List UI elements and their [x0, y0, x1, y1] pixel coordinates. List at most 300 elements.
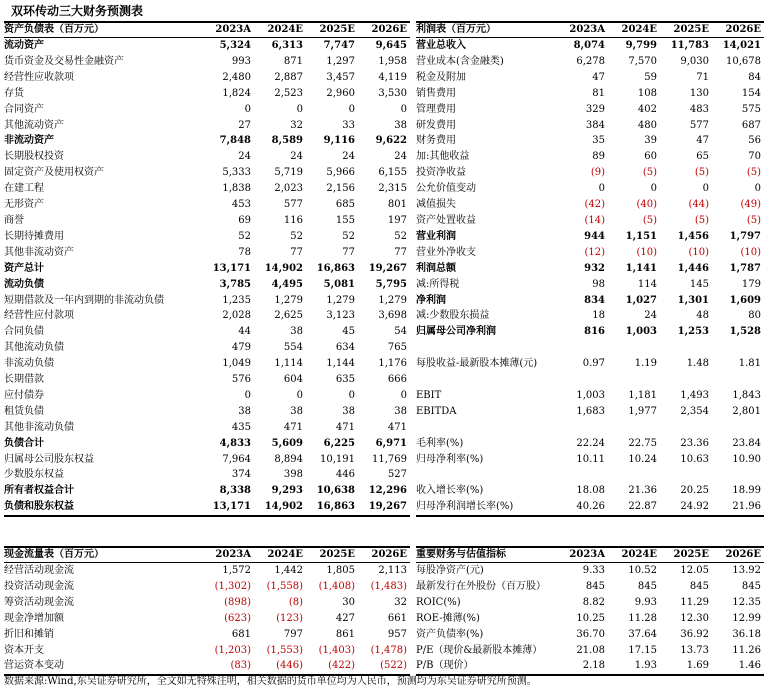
- bs-cell: 2,023: [274, 183, 303, 195]
- is-cell: 480: [637, 119, 657, 131]
- cf-cell: (1,403): [318, 644, 355, 656]
- bs-cell: 10,638: [316, 485, 355, 497]
- bs-cell: 32: [290, 119, 303, 131]
- cf-header-title: 现金流量表（百万元）: [4, 547, 202, 563]
- bs-cell: 3,785: [219, 278, 251, 290]
- bs-row: [4, 102, 410, 118]
- is-row: [416, 324, 764, 340]
- bs-cell: 5,324: [219, 40, 251, 51]
- is-cell: [712, 372, 764, 388]
- cf-row-label: 现金净增加额: [4, 612, 64, 624]
- is-cell: 18.99: [732, 485, 761, 497]
- is-cell: 1,301: [677, 294, 709, 306]
- is-cell: (5): [694, 214, 709, 226]
- bs-cell: 14,902: [254, 499, 306, 516]
- km-cell: 1.69: [660, 658, 712, 675]
- bs-row-label: 固定资产及使用权资产: [4, 167, 104, 179]
- bs-cell: 1,144: [326, 358, 355, 370]
- is-cell: (10): [688, 246, 709, 258]
- bs-row: [4, 277, 410, 293]
- bs-cell: 10,191: [320, 453, 355, 465]
- km-year-header: 2023A: [556, 547, 608, 563]
- km-cell: 845: [741, 580, 761, 592]
- km-cell: 2.18: [556, 658, 608, 675]
- is-cell: [712, 467, 764, 483]
- is-cell: 40.26: [556, 499, 608, 516]
- bs-row: [4, 340, 410, 356]
- bs-cell: 16,863: [306, 499, 358, 516]
- cf-row: [4, 627, 410, 643]
- is-cell: (5): [746, 167, 761, 179]
- is-row: [416, 293, 764, 309]
- bs-cell: 38: [394, 405, 407, 417]
- bs-cell: 3,457: [326, 71, 355, 83]
- is-cell: 179: [741, 278, 761, 290]
- cf-cell: (522): [358, 658, 410, 675]
- cf-cell: 681: [231, 628, 251, 640]
- is-row: [416, 133, 764, 149]
- bs-cell: 471: [283, 421, 303, 433]
- bs-cell: 1,838: [222, 183, 251, 195]
- data-source-footnote: 数据来源:Wind,东吴证券研究所，全文如无特殊注明，相关数据的货币单位均为人民币，预测均为东吴证券研究所预测。: [4, 676, 537, 687]
- cf-row-label: 资本开支: [4, 644, 44, 656]
- is-cell: 108: [637, 87, 657, 99]
- bs-row: [4, 483, 410, 499]
- bs-cell: 1,958: [378, 55, 407, 67]
- cf-cell: 32: [394, 596, 407, 608]
- is-row-label: 营业总收入: [416, 40, 466, 51]
- bs-cell: 77: [290, 246, 303, 258]
- bs-cell: 3,123: [326, 310, 355, 322]
- bs-row-label: 少数股东权益: [4, 469, 64, 481]
- bs-cell: 0: [400, 103, 407, 115]
- is-row-label: 营业成本(含金融类): [416, 55, 504, 67]
- is-cell: 834: [584, 294, 605, 306]
- bs-cell: 1,824: [222, 87, 251, 99]
- is-row: [416, 340, 764, 356]
- bs-cell: 0: [348, 103, 355, 115]
- bs-row: [4, 372, 410, 388]
- bs-cell: 9,645: [375, 40, 407, 51]
- is-cell: 1,446: [677, 262, 709, 274]
- cf-cell: 1,805: [326, 565, 355, 576]
- bs-cell: 5,081: [323, 278, 355, 290]
- is-row-label: 净利润: [416, 294, 446, 306]
- bs-cell: 13,171: [212, 262, 251, 274]
- bs-cell: 52: [342, 230, 355, 242]
- bs-row: [4, 86, 410, 102]
- is-row-label: [416, 372, 556, 388]
- km-header-title: 重要财务与估值指标: [416, 547, 556, 563]
- is-row: [416, 277, 764, 293]
- is-cell: 35: [592, 135, 605, 147]
- bs-cell: 7,964: [222, 453, 251, 465]
- km-cell: 1.93: [608, 658, 660, 675]
- is-cell: 687: [741, 119, 761, 131]
- km-cell: 1.46: [712, 658, 764, 675]
- km-cell: 11.26: [732, 644, 761, 656]
- bs-cell: 0: [244, 103, 251, 115]
- is-cell: (5): [642, 167, 657, 179]
- bs-cell: 2,887: [274, 71, 303, 83]
- is-cell: 24: [644, 310, 657, 322]
- is-row: [416, 102, 764, 118]
- cf-cell: (1,302): [214, 580, 251, 592]
- km-row: [416, 611, 764, 627]
- cf-year-header: 2024E: [254, 547, 306, 563]
- cf-cell: (123): [276, 612, 303, 624]
- is-cell: 10.24: [628, 453, 657, 465]
- bs-cell: 2,028: [222, 310, 251, 322]
- is-row: [416, 149, 764, 165]
- bs-cell: 77: [342, 246, 355, 258]
- bs-cell: 993: [231, 55, 251, 67]
- bs-row-label: 非流动资产: [4, 135, 54, 147]
- km-cell: 36.70: [576, 628, 605, 640]
- cf-cell: 2,113: [378, 565, 407, 576]
- cf-cell: 661: [387, 612, 407, 624]
- bs-cell: 1,279: [378, 294, 407, 306]
- is-cell: 9,799: [625, 40, 657, 51]
- bs-cell: 666: [387, 374, 407, 386]
- is-cell: (40): [636, 199, 657, 211]
- is-year-header: 2023A: [556, 22, 608, 38]
- is-cell: (44): [688, 199, 709, 211]
- is-cell: 11,783: [670, 40, 709, 51]
- cf-cell: 1,442: [274, 565, 303, 576]
- is-cell: 1,797: [729, 230, 761, 242]
- is-cell: 59: [644, 71, 657, 83]
- bs-row-label: 合同负债: [4, 326, 44, 338]
- bs-cell: 0: [296, 389, 303, 401]
- is-row-label: 投资净收益: [416, 167, 466, 179]
- is-row: [416, 229, 764, 245]
- is-cell: 1,003: [625, 326, 657, 338]
- bs-cell: 24: [238, 151, 251, 163]
- bs-cell: 2,960: [326, 87, 355, 99]
- is-cell: [660, 340, 712, 356]
- is-cell: [712, 340, 764, 356]
- bs-year-header: 2023A: [202, 22, 254, 38]
- km-cell: 13.92: [732, 565, 761, 576]
- bs-cell: 38: [238, 405, 251, 417]
- bs-cell: 0: [244, 389, 251, 401]
- bs-cell: 4,495: [271, 278, 303, 290]
- bs-row: [4, 133, 410, 149]
- bs-cell: 5,795: [375, 278, 407, 290]
- bs-cell: 12,296: [368, 485, 407, 497]
- bs-year-header: 2026E: [358, 22, 410, 38]
- bs-row: [4, 388, 410, 404]
- cf-cell: (623): [224, 612, 251, 624]
- km-cell: 36.92: [680, 628, 709, 640]
- is-cell: 1.19: [634, 358, 657, 370]
- cf-cell: 30: [342, 596, 355, 608]
- is-row-label: 减:少数股东损益: [416, 310, 490, 322]
- bs-row: [4, 245, 410, 261]
- cf-cell: (1,478): [370, 644, 407, 656]
- is-cell: 23.36: [680, 437, 709, 449]
- is-row-label: 归母净利率(%): [416, 453, 484, 465]
- is-cell: 47: [592, 71, 605, 83]
- is-cell: (10): [740, 246, 761, 258]
- cf-row: [4, 643, 410, 659]
- bs-cell: 5,966: [326, 167, 355, 179]
- bs-cell: 0: [348, 389, 355, 401]
- is-year-header: 2025E: [660, 22, 712, 38]
- bs-cell: 4,119: [378, 71, 407, 83]
- is-row-label: 归属母公司净利润: [416, 326, 496, 338]
- bs-cell: 871: [283, 55, 303, 67]
- is-row: [416, 181, 764, 197]
- is-row-label: 收入增长率(%): [416, 485, 484, 497]
- bs-cell: 52: [238, 230, 251, 242]
- is-cell: 577: [689, 119, 709, 131]
- is-cell: 154: [741, 87, 761, 99]
- is-cell: 0: [650, 183, 657, 195]
- is-row-label: 资产处置收益: [416, 214, 476, 226]
- cf-year-header: 2025E: [306, 547, 358, 563]
- is-cell: 9,030: [680, 55, 709, 67]
- is-cell: 1,977: [628, 405, 657, 417]
- is-row: [416, 308, 764, 324]
- is-row-label: EBITDA: [416, 405, 457, 417]
- is-row: [416, 38, 764, 54]
- cf-cell: (422): [306, 658, 358, 675]
- cf-row-label: 经营活动现金流: [4, 565, 74, 576]
- bs-row-label: 租赁负债: [4, 405, 44, 417]
- km-row: [416, 643, 764, 659]
- is-row-label: 研发费用: [416, 119, 456, 131]
- km-year-header: 2026E: [712, 547, 764, 563]
- km-row-label: 资产负债率(%): [416, 628, 484, 640]
- is-row-label: 毛利率(%): [416, 437, 464, 449]
- is-row-label: 减:所得税: [416, 278, 460, 290]
- is-cell: 1.48: [686, 358, 709, 370]
- km-cell: 37.64: [628, 628, 657, 640]
- bs-cell: 19,267: [358, 499, 410, 516]
- cf-row: [4, 611, 410, 627]
- is-row-label: 营业外净收支: [416, 246, 476, 258]
- bs-row-label: 归属母公司股东权益: [4, 453, 94, 465]
- is-cell: 21.36: [628, 485, 657, 497]
- bs-row: [4, 356, 410, 372]
- bs-cell: 554: [283, 342, 303, 354]
- cf-cell: 861: [335, 628, 355, 640]
- km-cell: 10.52: [628, 565, 657, 576]
- bs-cell: 69: [238, 214, 251, 226]
- is-row: [416, 213, 764, 229]
- bs-row: [4, 70, 410, 86]
- bs-cell: 9,116: [323, 135, 355, 147]
- cf-cell: 797: [283, 628, 303, 640]
- is-cell: (9): [590, 167, 605, 179]
- bs-row-label: 长期借款: [4, 374, 44, 386]
- income-statement-table: [416, 21, 764, 517]
- cf-row-label: 筹资活动现金流: [4, 596, 74, 608]
- is-cell: 6,278: [576, 55, 605, 67]
- bs-row: [4, 181, 410, 197]
- is-cell: 1,787: [729, 262, 761, 274]
- cf-cell: (898): [224, 596, 251, 608]
- bs-cell: 435: [231, 421, 251, 433]
- is-row-label: 减值损失: [416, 199, 456, 211]
- bs-cell: 4,833: [219, 437, 251, 449]
- bs-cell: 44: [238, 326, 251, 338]
- bs-row-label: 负债合计: [4, 437, 44, 449]
- bs-row-label: 应付债券: [4, 389, 44, 401]
- bs-cell: 1,297: [326, 55, 355, 67]
- bs-cell: 446: [335, 469, 355, 481]
- bs-cell: 27: [238, 119, 251, 131]
- bs-row-label: 非流动负债: [4, 358, 54, 370]
- is-cell: 10.11: [576, 453, 605, 465]
- is-cell: 39: [644, 135, 657, 147]
- is-cell: 98: [592, 278, 605, 290]
- km-cell: 11.28: [628, 612, 657, 624]
- km-cell: 36.18: [732, 628, 761, 640]
- bs-cell: 398: [283, 469, 303, 481]
- is-cell: 10.90: [732, 453, 761, 465]
- cf-cell: (1,553): [266, 644, 303, 656]
- is-cell: 384: [585, 119, 605, 131]
- km-cell: 21.08: [576, 644, 605, 656]
- km-row: [416, 579, 764, 595]
- km-cell: 845: [689, 580, 709, 592]
- is-cell: 23.84: [732, 437, 761, 449]
- is-cell: [608, 420, 660, 436]
- is-cell: 10,678: [726, 55, 761, 67]
- is-cell: 81: [592, 87, 605, 99]
- is-row-label: 归母净利润增长率(%): [416, 499, 556, 516]
- is-cell: 1,683: [576, 405, 605, 417]
- is-cell: 483: [689, 103, 709, 115]
- is-row: [416, 86, 764, 102]
- bs-cell: 0: [296, 103, 303, 115]
- bs-cell: 5,719: [274, 167, 303, 179]
- bs-row-label: 负债和股东权益: [4, 499, 202, 516]
- is-row: [416, 245, 764, 261]
- bs-cell: 38: [290, 405, 303, 417]
- is-cell: 22.87: [608, 499, 660, 516]
- is-cell: [660, 420, 712, 436]
- is-cell: [660, 467, 712, 483]
- is-cell: 48: [696, 310, 709, 322]
- bs-cell: 1,049: [222, 358, 251, 370]
- bs-cell: 635: [335, 374, 355, 386]
- bs-cell: 6,225: [323, 437, 355, 449]
- bs-cell: 38: [290, 326, 303, 338]
- bs-cell: 634: [335, 342, 355, 354]
- km-cell: 13.73: [680, 644, 709, 656]
- bs-cell: 6,313: [271, 40, 303, 51]
- bs-row-label: 货币资金及交易性金融资产: [4, 55, 124, 67]
- bs-cell: 24: [342, 151, 355, 163]
- bs-cell: 8,894: [274, 453, 303, 465]
- is-row-label: EBIT: [416, 389, 442, 401]
- is-row: [416, 420, 764, 436]
- is-cell: [556, 420, 608, 436]
- is-row-label: 销售费用: [416, 87, 456, 99]
- is-year-header: 2024E: [608, 22, 660, 38]
- bs-row: [4, 261, 410, 277]
- cf-cell: (446): [254, 658, 306, 675]
- bs-cell: 24: [290, 151, 303, 163]
- bs-cell: 471: [335, 421, 355, 433]
- bs-cell: 2,315: [378, 183, 407, 195]
- is-year-header: 2026E: [712, 22, 764, 38]
- bs-row: [4, 197, 410, 213]
- bs-cell: 604: [283, 374, 303, 386]
- is-cell: 1,609: [729, 294, 761, 306]
- km-row-label: ROIC(%): [416, 596, 461, 608]
- bs-cell: 1,176: [378, 358, 407, 370]
- bs-cell: 801: [387, 199, 407, 211]
- bs-cell: 765: [387, 342, 407, 354]
- bs-cell: 38: [394, 119, 407, 131]
- bs-cell: 453: [231, 199, 251, 211]
- bs-cell: 54: [394, 326, 407, 338]
- is-cell: 84: [748, 71, 761, 83]
- km-cell: 11.29: [680, 596, 709, 608]
- page-title: 双环传动三大财务预测表: [11, 4, 144, 18]
- km-year-header: 2024E: [608, 547, 660, 563]
- is-cell: 65: [696, 151, 709, 163]
- bs-row: [4, 213, 410, 229]
- bs-row: [4, 452, 410, 468]
- is-cell: [608, 467, 660, 483]
- is-cell: 1,141: [625, 262, 657, 274]
- bs-cell: 527: [387, 469, 407, 481]
- bs-cell: 155: [335, 214, 355, 226]
- bs-cell: 52: [394, 230, 407, 242]
- cf-header-row: [4, 547, 410, 563]
- bs-row-label: 流动资产: [4, 40, 44, 51]
- km-cell: 12.30: [680, 612, 709, 624]
- is-row: [416, 436, 764, 452]
- bs-cell: 1,114: [274, 358, 303, 370]
- km-cell: 9.93: [634, 596, 657, 608]
- is-cell: (49): [740, 199, 761, 211]
- is-cell: 130: [689, 87, 709, 99]
- cf-cell: (1,408): [318, 580, 355, 592]
- is-cell: 0: [702, 183, 709, 195]
- bs-row-label: 所有者权益合计: [4, 485, 74, 497]
- is-row: [416, 70, 764, 86]
- bs-row-label: 资产总计: [4, 262, 44, 274]
- km-cell: 845: [637, 580, 657, 592]
- km-row: [416, 563, 764, 579]
- is-row-label: 每股收益-最新股本摊薄(元): [416, 358, 538, 370]
- bs-row-label: 其他流动资产: [4, 119, 64, 131]
- is-cell: 14,021: [722, 40, 761, 51]
- is-row-label: [416, 340, 556, 356]
- is-row: [416, 54, 764, 70]
- bs-cell: 576: [231, 374, 251, 386]
- bs-row-label: 经营性应收款项: [4, 71, 74, 83]
- is-cell: 20.25: [680, 485, 709, 497]
- bs-cell: 45: [342, 326, 355, 338]
- cf-cell: (1,203): [214, 644, 251, 656]
- is-cell: 0.97: [582, 358, 605, 370]
- bs-cell: 1,279: [326, 294, 355, 306]
- bs-cell: 5,333: [222, 167, 251, 179]
- bs-row: [4, 293, 410, 309]
- is-cell: 21.96: [712, 499, 764, 516]
- bs-row: [4, 149, 410, 165]
- is-cell: 1.81: [738, 358, 761, 370]
- is-cell: [608, 340, 660, 356]
